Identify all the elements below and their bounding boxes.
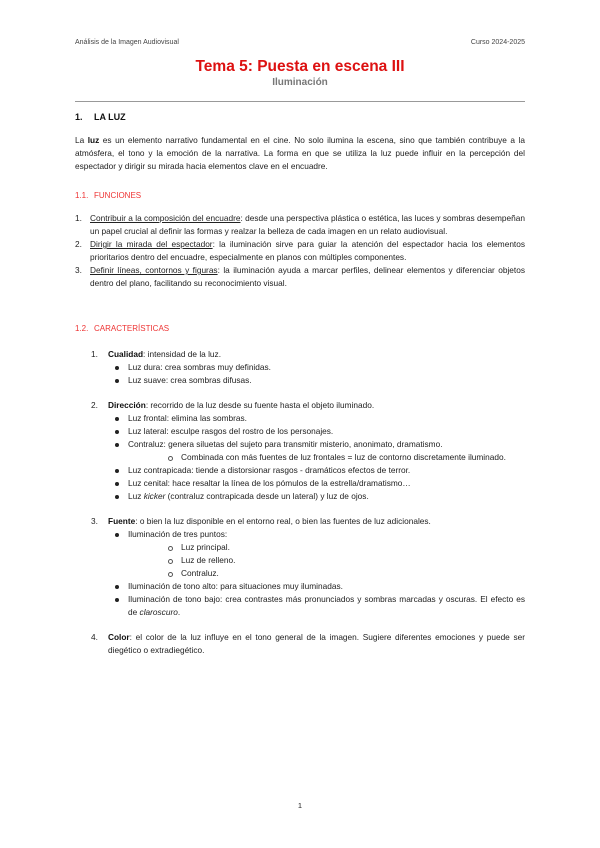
bullet-item (91, 361, 525, 374)
list-item-color (91, 631, 525, 657)
bullet-item (91, 580, 525, 593)
item-term: Fuente (108, 516, 136, 526)
item-text: : o bien la luz disponible en el entorno real, o bien las fuentes de luz adicionales. (135, 516, 431, 526)
item-term: Color (108, 632, 130, 642)
item-term: Dirección (108, 400, 146, 410)
list-item-fuente (91, 515, 525, 528)
section-heading (75, 111, 126, 124)
item-text: : desde una perspectiva plástica o estética, las luces y sombras desempeñan un papel crucial al definir las formas y realzar la belleza de cada imagen en un relato audiovisual. (90, 213, 525, 236)
bullet-item (91, 464, 525, 477)
item-term: Dirigir la mirada del espectador (90, 239, 213, 249)
subsection-heading-funciones (75, 189, 141, 202)
item-term: Cualidad (108, 349, 144, 359)
list-item (75, 212, 525, 238)
sub-bullet-text: Contraluz. (181, 568, 219, 578)
subsection-heading-caracteristicas (75, 322, 169, 335)
item-text: : intensidad de la luz. (143, 349, 221, 359)
bullet-text: Contraluz: genera siluetas del sujeto para transmitir misterio, anonimato, dramatismo. (128, 439, 443, 449)
text: Luz (128, 491, 144, 501)
bullet-icon (115, 495, 119, 499)
bullet-item (91, 528, 525, 541)
item-term: Definir líneas, contornos y figuras (90, 265, 218, 275)
bullet-text: Luz lateral: esculpe rasgos del rostro de los personajes. (128, 426, 334, 436)
italic-term: kicker (143, 491, 166, 501)
bullet-icon (115, 482, 119, 486)
sub-bullet-item (91, 554, 525, 567)
item-number: 1. (91, 349, 98, 359)
bullet-item (91, 477, 525, 490)
circle-bullet-icon (168, 559, 173, 564)
item-term: Contribuir a la composición del encuadre (90, 213, 241, 223)
sub-bullet-item (91, 541, 525, 554)
intro-paragraph (75, 134, 525, 173)
bullet-item (91, 412, 525, 425)
item-number: 2. (91, 400, 98, 410)
bullet-text: Iluminación de tres puntos: (128, 529, 228, 539)
bullet-icon (115, 598, 119, 602)
funciones-list (75, 212, 525, 290)
circle-bullet-icon (168, 572, 173, 577)
sub-bullet-item (91, 567, 525, 580)
page-subtitle: Iluminación (272, 77, 328, 88)
page-title: Tema 5: Puesta en escena III (195, 58, 405, 75)
text: Iluminación de tono bajo: crea contrastes más pronunciados y sombras marcadas y oscuras. El efecto es de (128, 594, 525, 617)
bullet-text: Luz cenital: hace resaltar la línea de los pómulos de la estrella/dramatismo… (128, 478, 411, 488)
list-item (75, 264, 525, 290)
title-divider (75, 101, 525, 102)
bullet-icon (115, 585, 119, 589)
bullet-item (91, 425, 525, 438)
item-number: 2. (75, 239, 82, 249)
italic-term: claroscuro (139, 607, 178, 617)
circle-bullet-icon (168, 456, 173, 461)
bullet-icon (115, 533, 119, 537)
header-year: Curso 2024-2025 (470, 39, 525, 46)
sub-bullet-text: Luz principal. (181, 542, 230, 552)
circle-bullet-icon (168, 546, 173, 551)
subsection-number: 1.1. (75, 191, 89, 200)
item-number: 3. (91, 516, 98, 526)
bullet-text: Luz suave: crea sombras difusas. (128, 375, 252, 385)
bullet-item (91, 593, 525, 619)
text: (contraluz contrapicada desde un lateral) y luz de ojos. (165, 491, 369, 501)
text: La (75, 135, 88, 145)
header-course-name: Análisis de la Imagen Audiovisual (75, 39, 179, 46)
list-item-cualidad (91, 348, 525, 361)
sub-bullet-item (91, 451, 525, 464)
bullet-item (91, 438, 525, 451)
subsection-label: CARACTERÍSTICAS (94, 324, 170, 333)
bullet-text: Luz contrapicada: tiende a distorsionar rasgos - dramáticos efectos de terror. (128, 465, 411, 475)
subsection-number: 1.2. (75, 324, 89, 333)
item-text: : el color de la luz influye en el tono general de la imagen. Sugiere diferentes emociones y puede ser diegético o extradiegético. (108, 632, 525, 655)
sub-bullet-text: Luz de relleno. (181, 555, 236, 565)
sub-bullet-text: Combinada con más fuentes de luz frontales = luz de contorno discretamente iluminado. (181, 452, 506, 462)
item-text: : la iluminación ayuda a marcar perfiles, delinear elementos y diferenciar objetos dentro del plano, facilitando su reconocimiento visual. (90, 265, 525, 288)
bullet-icon (115, 430, 119, 434)
item-number: 3. (75, 265, 82, 275)
section-number: 1. (75, 112, 83, 122)
item-number: 4. (91, 632, 98, 642)
bullet-text: Luz frontal: elimina las sombras. (128, 413, 247, 423)
page-number: 1 (297, 801, 303, 810)
subsection-label: FUNCIONES (94, 191, 142, 200)
bullet-item (91, 374, 525, 387)
list-item (75, 238, 525, 264)
bullet-item (91, 490, 525, 503)
bold-term: luz (87, 135, 100, 145)
section-label: LA LUZ (94, 112, 126, 122)
bullet-icon (115, 469, 119, 473)
bullet-text: Iluminación de tono alto: para situaciones muy iluminadas. (128, 581, 343, 591)
list-item-direccion (91, 399, 525, 412)
bullet-icon (115, 379, 119, 383)
item-text: : recorrido de la luz desde su fuente hasta el objeto iluminado. (145, 400, 375, 410)
item-text: : la iluminación sirve para guiar la atención del espectador hacia los elementos prioritarios dentro del encuadre, especialmente en planos con múltiples componentes. (90, 239, 525, 262)
bullet-icon (115, 366, 119, 370)
bullet-icon (115, 417, 119, 421)
caracteristicas-list (91, 348, 525, 657)
bullet-icon (115, 443, 119, 447)
item-number: 1. (75, 213, 82, 223)
text: es un elemento narrativo fundamental en el cine. No solo ilumina la escena, sino que también contribuye a la atmósfera, el tono y la emoción de la narrativa. La forma en que se utiliza la luz puede influir en la percepción del espectador y dirigir su mirada hacia elementos clave en el encuadre. (75, 135, 525, 171)
bullet-text: Luz dura: crea sombras muy definidas. (128, 362, 271, 372)
text: . (177, 607, 181, 617)
